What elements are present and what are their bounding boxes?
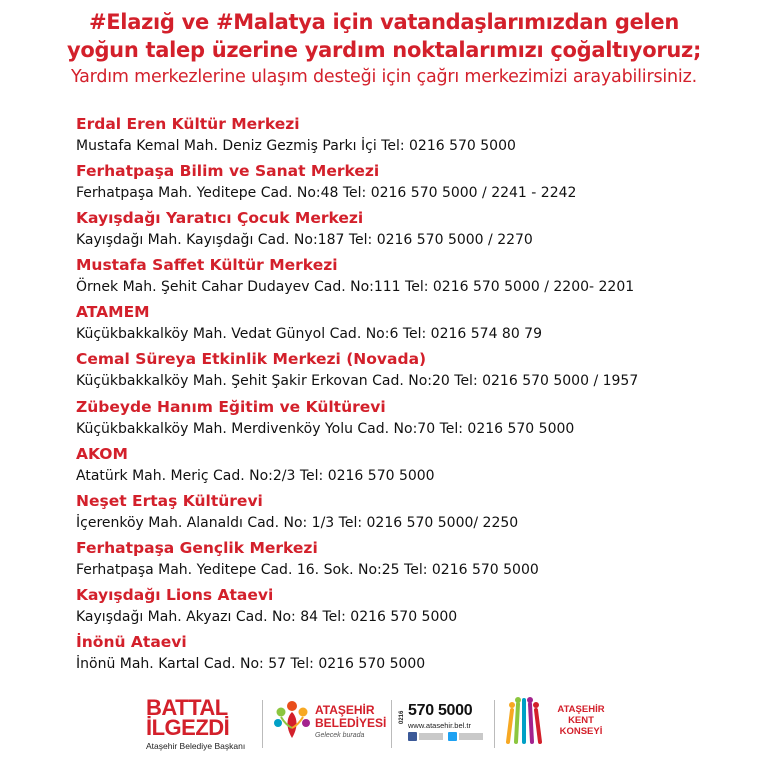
mayor-name-line-2: İLGEZDİ: [146, 715, 230, 740]
location-item: [76, 443, 756, 490]
call-prefix: 0216: [399, 710, 405, 724]
location-address: Küçükbakkalköy Mah. Merdivenköy Yolu Cad. No:70 Tel: 0216 570 5000: [76, 420, 575, 437]
twitter-handle: [459, 733, 483, 740]
location-name: ATAMEM: [76, 303, 150, 322]
subheadline: Yardım merkezlerine ulaşım desteği için çağrı merkezimizi arayabilirsiniz.: [71, 67, 697, 87]
location-address: İçerenköy Mah. Alanaldı Cad. No: 1/3 Tel: 0216 570 5000/ 2250: [76, 514, 519, 531]
municipality-line-1: ATAŞEHİR: [315, 703, 375, 717]
mayor-name-line-1: BATTAL: [146, 695, 228, 720]
municipality-slogan: Gelecek burada: [315, 732, 365, 739]
location-item: [76, 348, 756, 395]
location-name: İnönü Ataevi: [76, 633, 187, 652]
city-council-name: [550, 704, 612, 737]
city-council-logo-icon: [502, 696, 546, 746]
location-item: [76, 207, 756, 254]
location-address: Ferhatpaşa Mah. Yeditepe Cad. 16. Sok. No:25 Tel: 0216 570 5000: [76, 561, 539, 578]
location-name: Kayışdağı Lions Ataevi: [76, 585, 274, 604]
location-item: [76, 396, 756, 443]
footer-divider: [262, 700, 263, 748]
location-name: Kayışdağı Yaratıcı Çocuk Merkezi: [76, 209, 364, 228]
location-address: Kayışdağı Mah. Akyazı Cad. No: 84 Tel: 0216 570 5000: [76, 608, 458, 625]
council-line-3: KONSEYİ: [559, 726, 603, 737]
location-item: [76, 584, 756, 631]
twitter-icon[interactable]: [448, 732, 457, 741]
location-address: Küçükbakkalköy Mah. Vedat Günyol Cad. No:6 Tel: 0216 574 80 79: [76, 326, 542, 343]
location-address: Ferhatpaşa Mah. Yeditepe Cad. No:48 Tel: 0216 570 5000 / 2241 - 2242: [76, 185, 577, 202]
footer-logos: [0, 690, 768, 760]
location-name: Zübeyde Hanım Eğitim ve Kültürevi: [76, 397, 386, 416]
location-address: Küçükbakkalköy Mah. Şehit Şakir Erkovan Cad. No:20 Tel: 0216 570 5000 / 1957: [76, 373, 639, 390]
facebook-icon[interactable]: [408, 732, 417, 741]
location-item: [76, 631, 756, 678]
location-item: [76, 160, 756, 207]
call-number: 570 5000: [408, 702, 473, 719]
location-item: [76, 301, 756, 348]
location-name: Cemal Süreya Etkinlik Merkezi (Novada): [76, 350, 427, 369]
council-line-2: KENT: [568, 715, 594, 726]
location-item: [76, 537, 756, 584]
headline-line-2: yoğun talep üzerine yardım noktalarımızı çoğaltıyoruz;: [66, 38, 702, 62]
location-address: Atatürk Mah. Meriç Cad. No:2/3 Tel: 0216 570 5000: [76, 467, 435, 484]
location-address: Örnek Mah. Şehit Cahar Dudayev Cad. No:111 Tel: 0216 570 5000 / 2200- 2201: [76, 279, 635, 296]
municipality-line-2: BELEDİYESİ: [315, 716, 387, 730]
footer-divider: [391, 700, 392, 748]
header: [0, 8, 768, 89]
footer-divider: [494, 700, 495, 748]
location-name: Mustafa Saffet Kültür Merkezi: [76, 256, 338, 275]
location-name: Ferhatpaşa Gençlik Merkezi: [76, 538, 318, 557]
mayor-signature-block: [146, 695, 256, 751]
municipality-logo-icon: [272, 698, 312, 742]
location-address: Mustafa Kemal Mah. Deniz Gezmiş Parkı İçi Tel: 0216 570 5000: [76, 138, 516, 154]
location-name: Ferhatpaşa Bilim ve Sanat Merkezi: [76, 162, 380, 181]
location-name: Neşet Ertaş Kültürevi: [76, 491, 263, 510]
facebook-handle: [419, 733, 443, 740]
headline-line-1: #Elazığ ve #Malatya için vatandaşlarımızdan gelen: [88, 10, 680, 34]
location-item: [76, 113, 756, 160]
location-item: [76, 254, 756, 301]
municipality-name: [315, 704, 386, 740]
mayor-title: Ataşehir Belediye Başkanı: [146, 741, 246, 751]
location-address: Kayışdağı Mah. Kayışdağı Cad. No:187 Tel: 0216 570 5000 / 2270: [76, 232, 533, 249]
website-link[interactable]: www.atasehir.bel.tr: [408, 721, 471, 730]
location-item: [76, 490, 756, 537]
location-name: AKOM: [76, 444, 128, 463]
location-name: Erdal Eren Kültür Merkezi: [76, 115, 300, 133]
council-line-1: ATAŞEHİR: [557, 704, 605, 715]
location-address: İnönü Mah. Kartal Cad. No: 57 Tel: 0216 570 5000: [76, 656, 426, 673]
location-list: [76, 113, 756, 678]
social-links: [408, 732, 488, 744]
